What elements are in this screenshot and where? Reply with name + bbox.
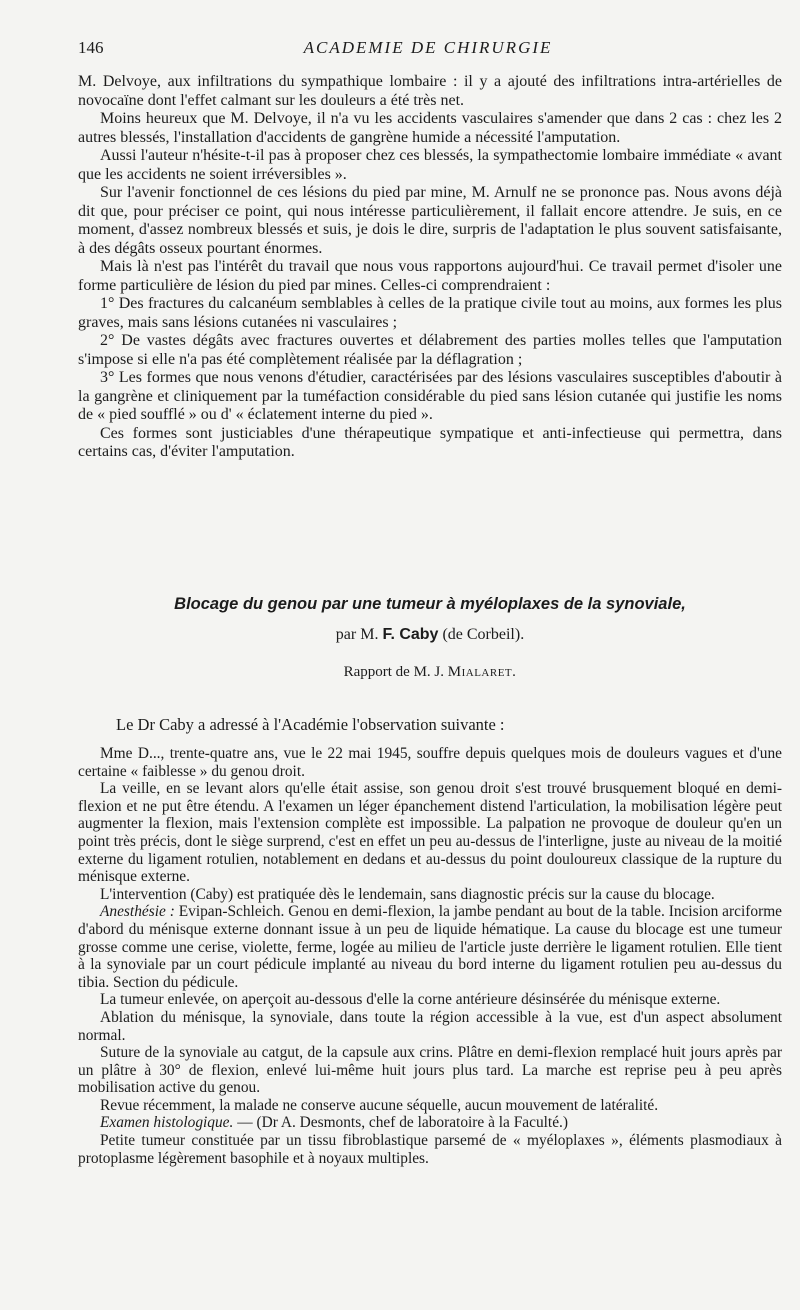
paragraph-text: Sur l'avenir fonctionnel de ces lésions du pied par mine, M. Arnulf ne se prononce pas. Nous avons déjà dit que, pour préciser ce point, qui nous intéresse particulièrement, il fallait encore attendre. Je suis, en ce moment, d'assez nombreux blessés et suis, je dois le dire, surpris de l'adaptation le plus souvent satisfaisante, à des dégâts osseux pourtant énormes. — [78, 184, 782, 257]
paragraph-text: 3° Les formes que nous venons d'étudier, caractérisées par des lésions vasculaires susceptibles d'aboutir à la gangrène et cliniquement par la tuméfaction considérable du pied sans lésion cutanée qui justifie les noms de « pied soufflé » ou d' « éclatement interne du pied ». — [78, 369, 782, 423]
paragraph-text: La veille, en se levant alors qu'elle était assise, son genou droit s'est trouvé brusquement bloqué en demi-flexion et ne put être étendu. A l'examen un léger épanchement distend l'articulation, la mobilisation légère peut augmenter la flexion, mais l'extension complète est impossible. La palpation ne provoque de douleur qu'en un point très précis, dont le siège surprend, c'est en effet un peu au-dessus de l'interligne, juste au niveau de la moitié externe du ligament rotulien, notablement en dedans et au-dessus du point douloureux classique de la rupture du ménisque externe. — [78, 780, 782, 886]
paragraph-label: Anesthésie : — [100, 903, 175, 921]
paragraph — [78, 886, 782, 904]
paragraph — [78, 1044, 782, 1097]
paragraph — [78, 425, 782, 462]
paragraph-text: — (Dr A. Desmonts, chef de laboratoire à la Faculté.) — [233, 1114, 569, 1132]
paragraph — [78, 258, 782, 295]
paragraph — [78, 332, 782, 369]
paragraph — [78, 295, 782, 332]
previous-article-conclusion — [78, 73, 782, 462]
paragraph — [78, 147, 782, 184]
paragraph — [78, 1097, 782, 1115]
paragraph-text: 2° De vastes dégâts avec fractures ouvertes et délabrement des parties molles telles que l'amputation s'impose si elle n'a pas été complètement réalisée par la déflagration ; — [78, 332, 782, 368]
byline-prefix: par M. — [335, 626, 379, 643]
paragraph-text: Aussi l'auteur n'hésite-t-il pas à proposer chez ces blessés, la sympathectomie lombaire immédiate « avant que les accidents ne soient irréversibles ». — [78, 147, 782, 183]
paragraph-text: Revue récemment, la malade ne conserve aucune séquelle, aucun mouvement de latéralité. — [100, 1096, 659, 1114]
paragraph-text: Ablation du ménisque, la synoviale, dans toute la région accessible à la vue, est d'un aspect absolument normal. — [78, 1008, 782, 1044]
paragraph-text: M. Delvoye, aux infiltrations du sympathique lombaire : il y a ajouté des infiltrations intra-artérielles de novocaïne dont l'effet calmant sur les douleurs a été très net. — [78, 73, 782, 109]
author-name: F. Caby — [382, 626, 439, 643]
paragraph — [78, 1132, 782, 1167]
case-report — [78, 745, 782, 1167]
page-number: 146 — [78, 38, 104, 57]
paragraph — [78, 369, 782, 425]
paragraph-text: Moins heureux que M. Delvoye, il n'a vu les accidents vasculaires s'amender que dans 2 cas : chez les 2 autres blessés, l'installation d'accidents de gangrène humide a nécessité l'amputation. — [78, 110, 782, 146]
article-title: Blocage du genou par une tumeur à myéloplaxes de la synoviale, — [174, 595, 686, 613]
article-byline — [78, 626, 782, 644]
paragraph — [78, 903, 782, 991]
paragraph-text: Mme D..., trente-quatre ans, vue le 22 mai 1945, souffre depuis quelques mois de douleurs vagues et d'une certaine « faiblesse » du genou droit. — [78, 745, 782, 780]
byline-suffix: (de Corbeil). — [442, 626, 525, 643]
paragraph-text: Suture de la synoviale au catgut, de la capsule aux crins. Plâtre en demi-flexion remplacé huit jours après par un plâtre à 30° de flexion, enlevé lui-même huit jours plus tard. La marche est reprise peu à peu après mobilisation active du genou. — [78, 1044, 782, 1097]
report-prefix: Rapport de M. J. — [343, 664, 445, 680]
running-title: ACADEMIE DE CHIRURGIE — [303, 38, 553, 57]
paragraph-text: Mais là n'est pas l'intérêt du travail que nous vous rapportons aujourd'hui. Ce travail permet d'isoler une forme particulière de lésion du pied par mines. Celles-ci comprendraient : — [78, 258, 782, 294]
article-intro: Le Dr Caby a adressé à l'Académie l'observation suivante : — [116, 715, 505, 734]
report-line — [78, 664, 782, 681]
paragraph — [78, 1009, 782, 1044]
paragraph-text: 1° Des fractures du calcanéum semblables à celles de la pratique civile tout au moins, aux formes les plus graves, mais sans lésions cutanées ni vasculaires ; — [78, 295, 782, 331]
paragraph-text: Evipan-Schleich. Genou en demi-flexion, la jambe pendant au bout de la table. Incision arciforme d'abord du ménisque externe donnant issue à un peu de liquide hématique. La cause du blocage est une tumeur grosse comme une cerise, violette, ferme, logée au milieu de l'article juste derrière le ligament rotulien. Elle tient à la synoviale par un court pédicule implanté au niveau du bord interne du ligament rotulien peu au-dessus du tibia. Section du pédicule. — [78, 903, 782, 991]
paragraph — [78, 1114, 782, 1132]
paragraph — [78, 745, 782, 780]
paragraph — [78, 780, 782, 886]
reporter-name: Mialaret. — [447, 664, 517, 680]
paragraph — [78, 991, 782, 1009]
paragraph-text: L'intervention (Caby) est pratiquée dès le lendemain, sans diagnostic précis sur la cause du blocage. — [100, 885, 715, 903]
paragraph-text: Petite tumeur constituée par un tissu fibroblastique parsemé de « myéloplaxes », éléments plasmodiaux à protoplasme légèrement basophile et à noyaux multiples. — [78, 1132, 782, 1167]
paragraph-text: Ces formes sont justiciables d'une thérapeutique sympatique et anti-infectieuse qui permettra, dans certains cas, d'éviter l'amputation. — [78, 424, 782, 460]
paragraph-label: Examen histologique. — [100, 1114, 234, 1132]
paragraph — [78, 184, 782, 258]
paragraph — [78, 73, 782, 110]
paragraph-text: La tumeur enlevée, on aperçoit au-dessous d'elle la corne antérieure désinsérée du ménisque externe. — [100, 991, 721, 1009]
page-header — [78, 38, 778, 62]
paragraph — [78, 110, 782, 147]
